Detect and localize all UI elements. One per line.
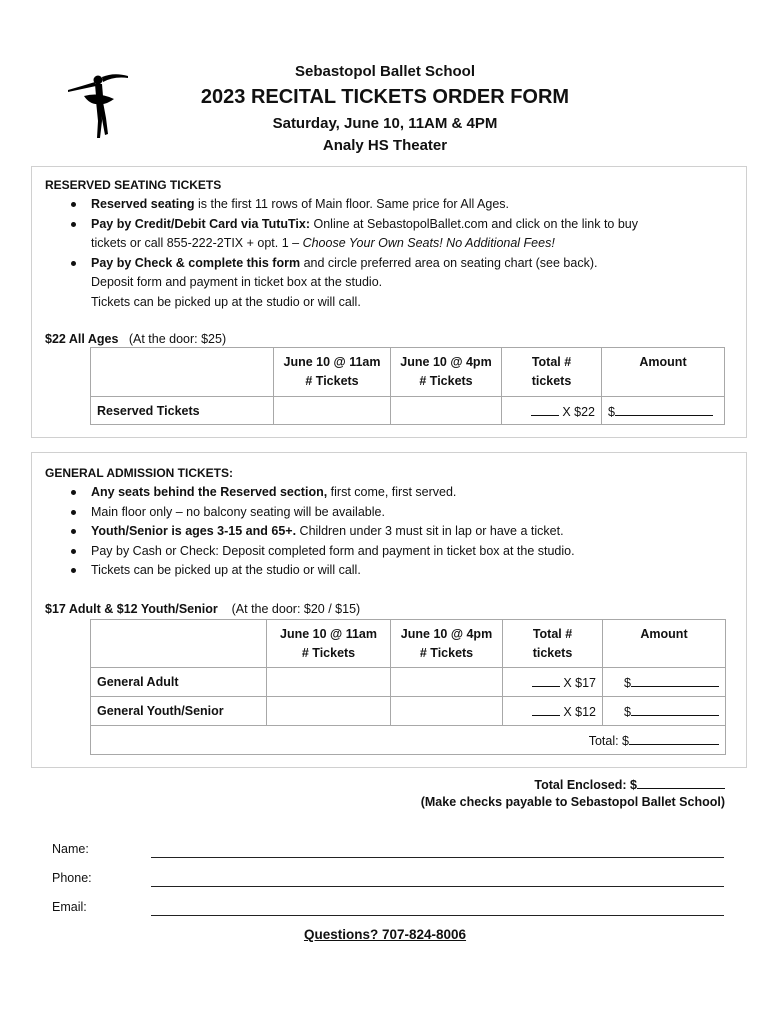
youth-total-cell[interactable]: X $12: [503, 697, 603, 726]
adult-11am-input[interactable]: [267, 668, 391, 697]
questions-phone: Questions? 707-824-8006: [303, 927, 467, 942]
list-item: Pay by Credit/Debit Card via TutuTix: Online at SebastopolBallet.com and click on the link to buy tickets or call 855-222-2TIX + opt. 1 – Choose Your Own Seats! No Additional Fees!: [67, 215, 727, 254]
adult-total-cell[interactable]: X $17: [503, 668, 603, 697]
reserved-price: $22 All Ages (At the door: $25): [45, 332, 227, 346]
adult-4pm-input[interactable]: [391, 668, 503, 697]
col-header-total: Total # tickets: [502, 348, 602, 397]
row-label-general-adult: General Adult: [91, 668, 267, 697]
general-total-row[interactable]: Total: $: [91, 726, 726, 755]
list-item: Tickets can be picked up at the studio or will call.: [67, 561, 727, 581]
col-header-amount: Amount: [602, 348, 725, 397]
reserved-4pm-input[interactable]: [391, 397, 502, 425]
list-item: Main floor only – no balcony seating will be available.: [67, 503, 727, 523]
reserved-bullets: [67, 195, 727, 312]
col-header-total: Total # tickets: [503, 620, 603, 668]
general-heading: GENERAL ADMISSION TICKETS:: [45, 466, 234, 480]
list-item: Reserved seating is the first 11 rows of Main floor. Same price for All Ages.: [67, 195, 727, 215]
event-date: Saturday, June 10, 11AM & 4PM: [272, 115, 498, 132]
col-header-4pm: June 10 @ 4pm # Tickets: [391, 348, 502, 397]
youth-11am-input[interactable]: [267, 697, 391, 726]
list-item: Youth/Senior is ages 3-15 and 65+. Children under 3 must sit in lap or have a ticket.: [67, 522, 727, 542]
email-label: Email:: [52, 900, 87, 914]
reserved-total-cell[interactable]: X $22: [502, 397, 602, 425]
list-item: Pay by Check & complete this form and circle preferred area on seating chart (see back). Deposit form and payment in ticket box at the studio. Tickets can be picked up at the studio or will call.: [67, 254, 727, 313]
reserved-order-table: [90, 347, 725, 425]
name-label: Name:: [52, 842, 89, 856]
email-field[interactable]: [151, 915, 724, 916]
list-item: Pay by Cash or Check: Deposit completed form and payment in ticket box at the studio.: [67, 542, 727, 562]
page-title: 2023 RECITAL TICKETS ORDER FORM: [200, 86, 570, 108]
checks-note: (Make checks payable to Sebastopol Ballet School): [420, 795, 725, 809]
row-label-reserved: Reserved Tickets: [91, 397, 274, 425]
reserved-11am-input[interactable]: [274, 397, 391, 425]
row-label-general-youth: General Youth/Senior: [91, 697, 267, 726]
phone-label: Phone:: [52, 871, 92, 885]
reserved-heading: RESERVED SEATING TICKETS: [45, 178, 222, 192]
col-header-amount: Amount: [603, 620, 726, 668]
youth-amount-cell[interactable]: $: [603, 697, 726, 726]
school-name: Sebastopol Ballet School: [294, 63, 476, 80]
general-price: $17 Adult & $12 Youth/Senior (At the door: $20 / $15): [45, 602, 361, 616]
youth-4pm-input[interactable]: [391, 697, 503, 726]
reserved-amount-cell[interactable]: $: [602, 397, 725, 425]
general-bullets: [67, 483, 727, 581]
list-item: Any seats behind the Reserved section, first come, first served.: [67, 483, 727, 503]
general-order-table: [90, 619, 726, 755]
col-header-11am: June 10 @ 11am # Tickets: [267, 620, 391, 668]
col-header-4pm: June 10 @ 4pm # Tickets: [391, 620, 503, 668]
adult-amount-cell[interactable]: $: [603, 668, 726, 697]
event-venue: Analy HS Theater: [322, 137, 448, 154]
phone-field[interactable]: [151, 886, 724, 887]
col-header-11am: June 10 @ 11am # Tickets: [274, 348, 391, 397]
total-enclosed[interactable]: Total Enclosed: $: [534, 776, 725, 792]
name-field[interactable]: [151, 857, 724, 858]
